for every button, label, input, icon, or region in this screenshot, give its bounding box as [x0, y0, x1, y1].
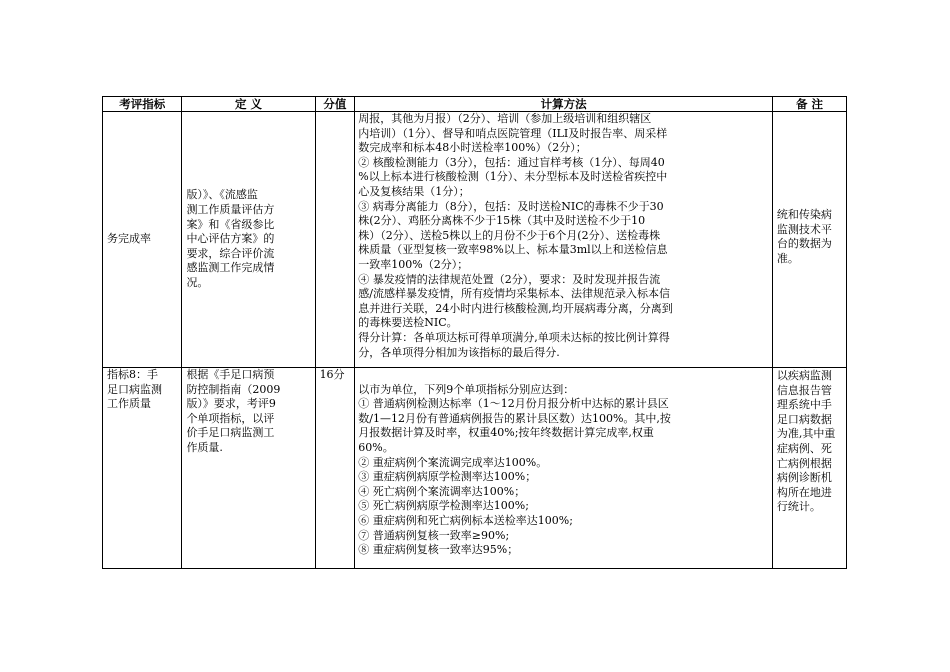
method-line: ⑦ 普通病例复核一致率≥90%; [358, 528, 510, 542]
method-line: ⑧ 重症病例复核一致率达95%； [358, 543, 519, 557]
definition-cell [182, 112, 315, 368]
definition-line: 根据《手足口病预 [186, 368, 275, 381]
method-line: 息并进行关联，24小时内进行核酸检测,均开展病毒分离，分离到 [358, 301, 673, 315]
method-line: 株(2分）、鸡胚分离株不少于15株（其中及时送检不少于10 [358, 214, 646, 228]
header-note: 备 注 [772, 97, 846, 112]
method-line: 感/流感样暴发疫情，所有疫情均采集标本、法律规范录入标本信 [358, 287, 670, 301]
definition-line: 版）》要求，考评9 [186, 397, 276, 411]
table-row [103, 368, 847, 569]
method-line: 以市为单位，下列9个单项指标分别应达到： [358, 382, 575, 396]
method-line: 的毒株要送检NIC。 [358, 316, 458, 330]
header-row [103, 97, 847, 112]
note-cell [772, 368, 846, 569]
method-line: ⑥ 重症病例和死亡病例标本送检率达100%; [358, 513, 573, 527]
note-line: 理系统中手 [776, 398, 832, 412]
method-line: 数完成率和标本48小时送检率100%）（2分）； [358, 141, 587, 155]
definition-line: 感监测工作完成情 [186, 261, 275, 275]
method-line: ② 重症病例个案流调完成率达100%。 [358, 455, 548, 469]
note-line: 准。 [776, 251, 799, 265]
note-line: 症病例、死 [776, 441, 832, 455]
evaluation-table [102, 96, 847, 569]
definition-line: 版）》、《流感监 [186, 188, 258, 202]
note-line: 统和传染病 [776, 208, 832, 221]
table-row [103, 112, 847, 368]
method-line: 周报，其他为月报）（2分）、培训（参加上级培训和组织辖区 [358, 112, 652, 125]
method-line: 心及复核结果（1分）； [358, 184, 470, 198]
method-line: 株）（2分）、送检5株以上的月份不少于6个月(2分）、送检毒株 [358, 228, 661, 242]
note-line: 为准,其中重 [776, 427, 836, 441]
definition-line: 防控制指南（2009 [186, 382, 281, 396]
indicator-line: 足口病监测 [107, 382, 162, 396]
note-cell [772, 112, 846, 368]
definition-line: 个单项指标，以评 [186, 411, 275, 425]
method-line: %以上标本进行核酸检测（1分）、未分型标本及时送检省疾控中 [358, 170, 668, 184]
indicator-line: 工作质量 [107, 397, 151, 411]
method-line: ⑤ 死亡病例病原学检测率达100%; [358, 499, 529, 513]
definition-line: 况。 [186, 275, 209, 289]
method-line: 得分计算：各单项达标可得单项满分,单项未达标的按比例计算得 [358, 330, 670, 344]
method-line: 一致率100%（2分）； [358, 257, 469, 271]
note-line: 构所在地进 [776, 485, 832, 499]
note-line: 亡病例根据 [776, 456, 832, 470]
method-line: ③ 病毒分离能力（8分），包括：及时送检NIC的毒株不少于30 [358, 199, 664, 213]
note-line: 监测技术平 [776, 222, 832, 236]
definition-line: 中心评估方案》的 [186, 232, 275, 246]
definition-cell [182, 368, 315, 569]
note-line: 信息报告管 [776, 383, 832, 397]
indicator-line: 指标8：手 [107, 368, 158, 381]
note-line: 台的数据为 [776, 237, 832, 251]
method-line [358, 368, 769, 383]
method-line: ① 普通病例检测达标率（1～12月份月报分析中达标的累计县区 [358, 397, 669, 411]
method-line: 数/1—12月份有普通病例报告的累计县区数）达100%。其中,按 [358, 411, 671, 425]
header-score: 分值 [315, 97, 355, 112]
header-method: 计算方法 [355, 97, 773, 112]
score-cell [315, 112, 355, 368]
indicator-cell [103, 112, 182, 368]
method-cell [355, 112, 773, 368]
definition-line: 作质量. [186, 440, 223, 454]
method-line: 月报数据计算及时率，权重40%;按年终数据计算完成率,权重 [358, 426, 654, 440]
method-line: 内培训）（1分）、督导和哨点医院管理（ILI及时报告率、周采样 [358, 126, 668, 140]
method-line: ④ 暴发疫情的法律规范处置（2分），要求：及时发现并报告流 [358, 272, 661, 286]
note-line: 以疾病监测 [776, 369, 832, 382]
definition-line: 要求，综合评价流 [186, 246, 275, 260]
method-line: 分，各单项得分相加为该指标的最后得分. [358, 345, 560, 359]
method-line: 株质量（亚型复核一致率98%以上、标本量3ml以上和送检信息 [358, 243, 668, 257]
indicator-cell [103, 368, 182, 569]
method-line: ③ 重症病例病原学检测率达100%； [358, 470, 537, 484]
note-line: 病例诊断机 [776, 471, 832, 485]
method-cell [355, 368, 773, 569]
definition-line: 案》和《省级参比 [186, 217, 275, 231]
method-line: 60%。 [358, 440, 394, 454]
header-indicator: 考评指标 [103, 97, 182, 112]
indicator-text: 务完成率 [107, 232, 151, 246]
method-line: ② 核酸检测能力（3分），包括：通过盲样考核（1分）、每周40 [358, 155, 665, 169]
score-cell: 16分 [315, 368, 355, 569]
note-line: 足口病数据 [776, 412, 832, 426]
note-line: 行统计。 [776, 500, 821, 514]
header-definition: 定 义 [182, 97, 315, 112]
method-line: ④ 死亡病例个案流调率达100%； [358, 484, 526, 498]
definition-line: 价手足口病监测工 [186, 426, 275, 440]
definition-line: 测工作质量评估方 [186, 203, 275, 217]
